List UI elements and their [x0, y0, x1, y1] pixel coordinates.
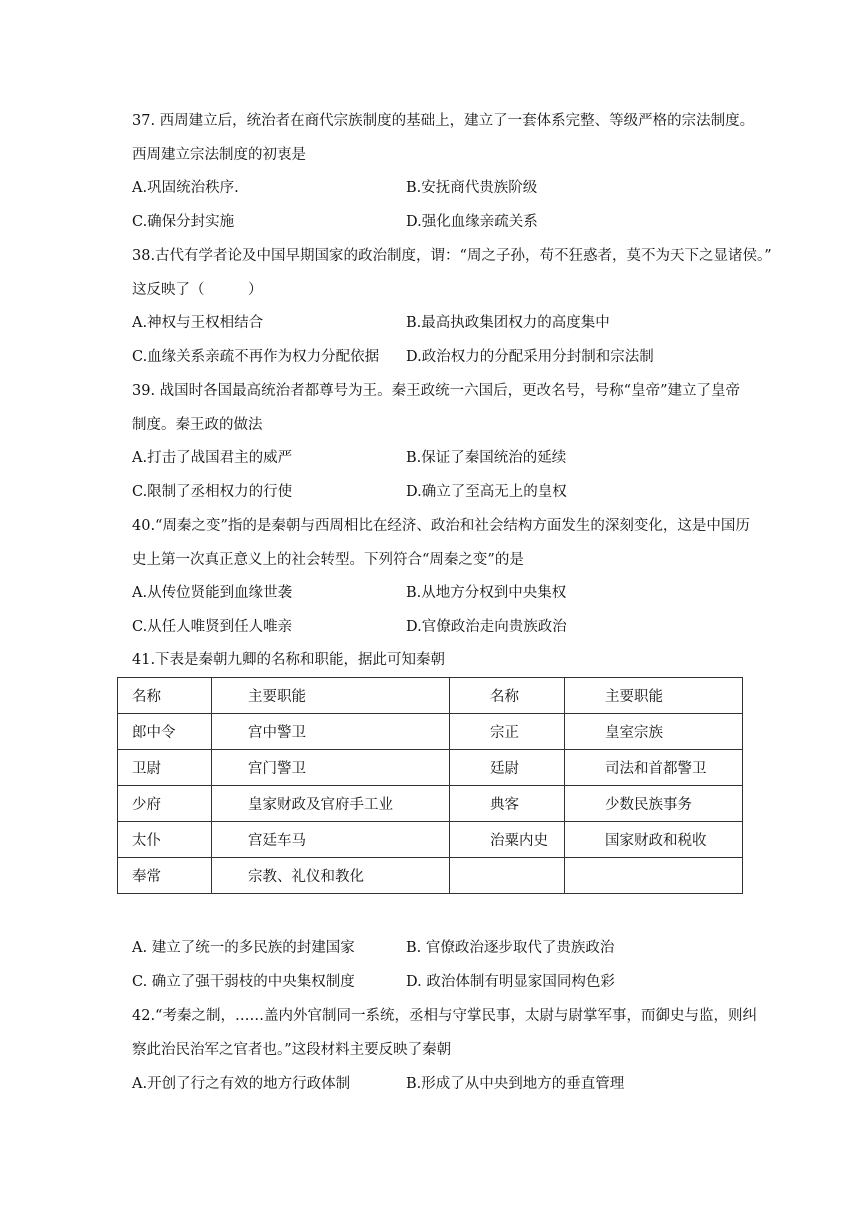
table-cell: 少府: [118, 786, 212, 822]
q40-option-a: A.从传位贤能到血缘世袭: [132, 585, 293, 601]
q42-stem-line1: 42.“考秦之制，……盖内外官制同一系统，丞相与守掌民事，太尉与尉掌军事，而御史与监，则纠: [132, 1008, 757, 1024]
q40-option-c: C.从任人唯贤到任人唯亲: [132, 619, 293, 635]
q38-option-d: D.政治权力的分配采用分封制和宗法制: [406, 349, 654, 365]
q42-option-b: B.形成了从中央到地方的垂直管理: [406, 1076, 625, 1092]
q40-option-d: D.官僚政治走向贵族政治: [406, 619, 567, 635]
table-row: [118, 858, 743, 894]
table-cell: 宗教、礼仪和教化: [212, 858, 450, 894]
q39-stem-line1: 39. 战国时各国最高统治者都尊号为王。秦王政统一六国后，更改名号，号称“皇帝”建立了皇帝: [132, 383, 740, 399]
table-row: [118, 822, 743, 858]
q39-option-c: C.限制了丞相权力的行使: [132, 484, 293, 500]
table-cell: [450, 858, 565, 894]
table-header-cell: 名称: [450, 678, 565, 714]
q38-option-a: A.神权与王权相结合: [132, 315, 264, 331]
table-cell: 宗正: [450, 714, 565, 750]
table-row: [118, 714, 743, 750]
table-header-cell: 主要职能: [565, 678, 743, 714]
q37-stem-line2: 西周建立宗法制度的初衷是: [132, 147, 306, 163]
q41-option-b: B. 官僚政治逐步取代了贵族政治: [406, 940, 615, 956]
q40-option-b: B.从地方分权到中央集权: [406, 585, 567, 601]
table-cell: 卫尉: [118, 750, 212, 786]
q40-stem-line1: 40.“周秦之变”指的是秦朝与西周相比在经济、政治和社会结构方面发生的深刻变化，这是中国历: [132, 518, 750, 534]
table-cell: 皇室宗族: [565, 714, 743, 750]
q38-stem-line1: 38.古代有学者论及中国早期国家的政治制度，谓：“周之子孙，苟不狂惑者，莫不为天下之显诸侯。”: [132, 248, 772, 264]
table-cell: 治粟内史: [450, 822, 565, 858]
q40-stem-line2: 史上第一次真正意义上的社会转型。下列符合“周秦之变”的是: [132, 552, 524, 568]
table-header-cell: 名称: [118, 678, 212, 714]
table-row: [118, 786, 743, 822]
table-cell: [565, 858, 743, 894]
table-cell: 宫门警卫: [212, 750, 450, 786]
q41-stem-line1: 41.下表是秦朝九卿的名称和职能，据此可知秦朝: [132, 652, 446, 668]
q39-option-b: B.保证了秦国统治的延续: [406, 450, 567, 466]
table-cell: 司法和首都警卫: [565, 750, 743, 786]
q42-stem-line2: 察此治民治军之官者也。”这段材料主要反映了秦朝: [132, 1042, 452, 1058]
q37-option-c: C.确保分封实施: [132, 214, 235, 230]
table-cell: 皇家财政及官府手工业: [212, 786, 450, 822]
q37-option-b: B.安抚商代贵族阶级: [406, 180, 538, 196]
table-cell: 太仆: [118, 822, 212, 858]
q41-option-a: A. 建立了统一的多民族的封建国家: [132, 940, 355, 956]
q38-option-b: B.最高执政集团权力的高度集中: [406, 315, 610, 331]
q41-option-d: D. 政治体制有明显家国同构色彩: [406, 974, 615, 990]
table-cell: 宫中警卫: [212, 714, 450, 750]
table-cell: 国家财政和税收: [565, 822, 743, 858]
table-cell: 典客: [450, 786, 565, 822]
table-row: [118, 750, 743, 786]
table-cell: 郎中令: [118, 714, 212, 750]
q38-stem-line2: 这反映了（ ）: [132, 282, 263, 298]
q41-option-c: C. 确立了强干弱枝的中央集权制度: [132, 974, 355, 990]
q37-option-d: D.强化血缘亲疏关系: [406, 214, 538, 230]
table-cell: 少数民族事务: [565, 786, 743, 822]
q39-stem-line2: 制度。秦王政的做法: [132, 417, 263, 433]
table-cell: 奉常: [118, 858, 212, 894]
q37-stem-line1: 37. 西周建立后，统治者在商代宗族制度的基础上，建立了一套体系完整、等级严格的宗法制度。: [132, 113, 755, 129]
q39-option-a: A.打击了战国君主的威严: [132, 450, 293, 466]
q37-option-a: A.巩固统治秩序.: [132, 180, 239, 196]
q38-option-c: C.血缘关系亲疏不再作为权力分配依据: [132, 349, 380, 365]
q42-option-a: A.开创了行之有效的地方行政体制: [132, 1076, 351, 1092]
table-cell: 廷尉: [450, 750, 565, 786]
table-header-row: [118, 678, 743, 714]
table-header-cell: 主要职能: [212, 678, 450, 714]
nine-ministers-table: [117, 677, 743, 894]
table-cell: 宫廷车马: [212, 822, 450, 858]
q39-option-d: D.确立了至高无上的皇权: [406, 484, 567, 500]
